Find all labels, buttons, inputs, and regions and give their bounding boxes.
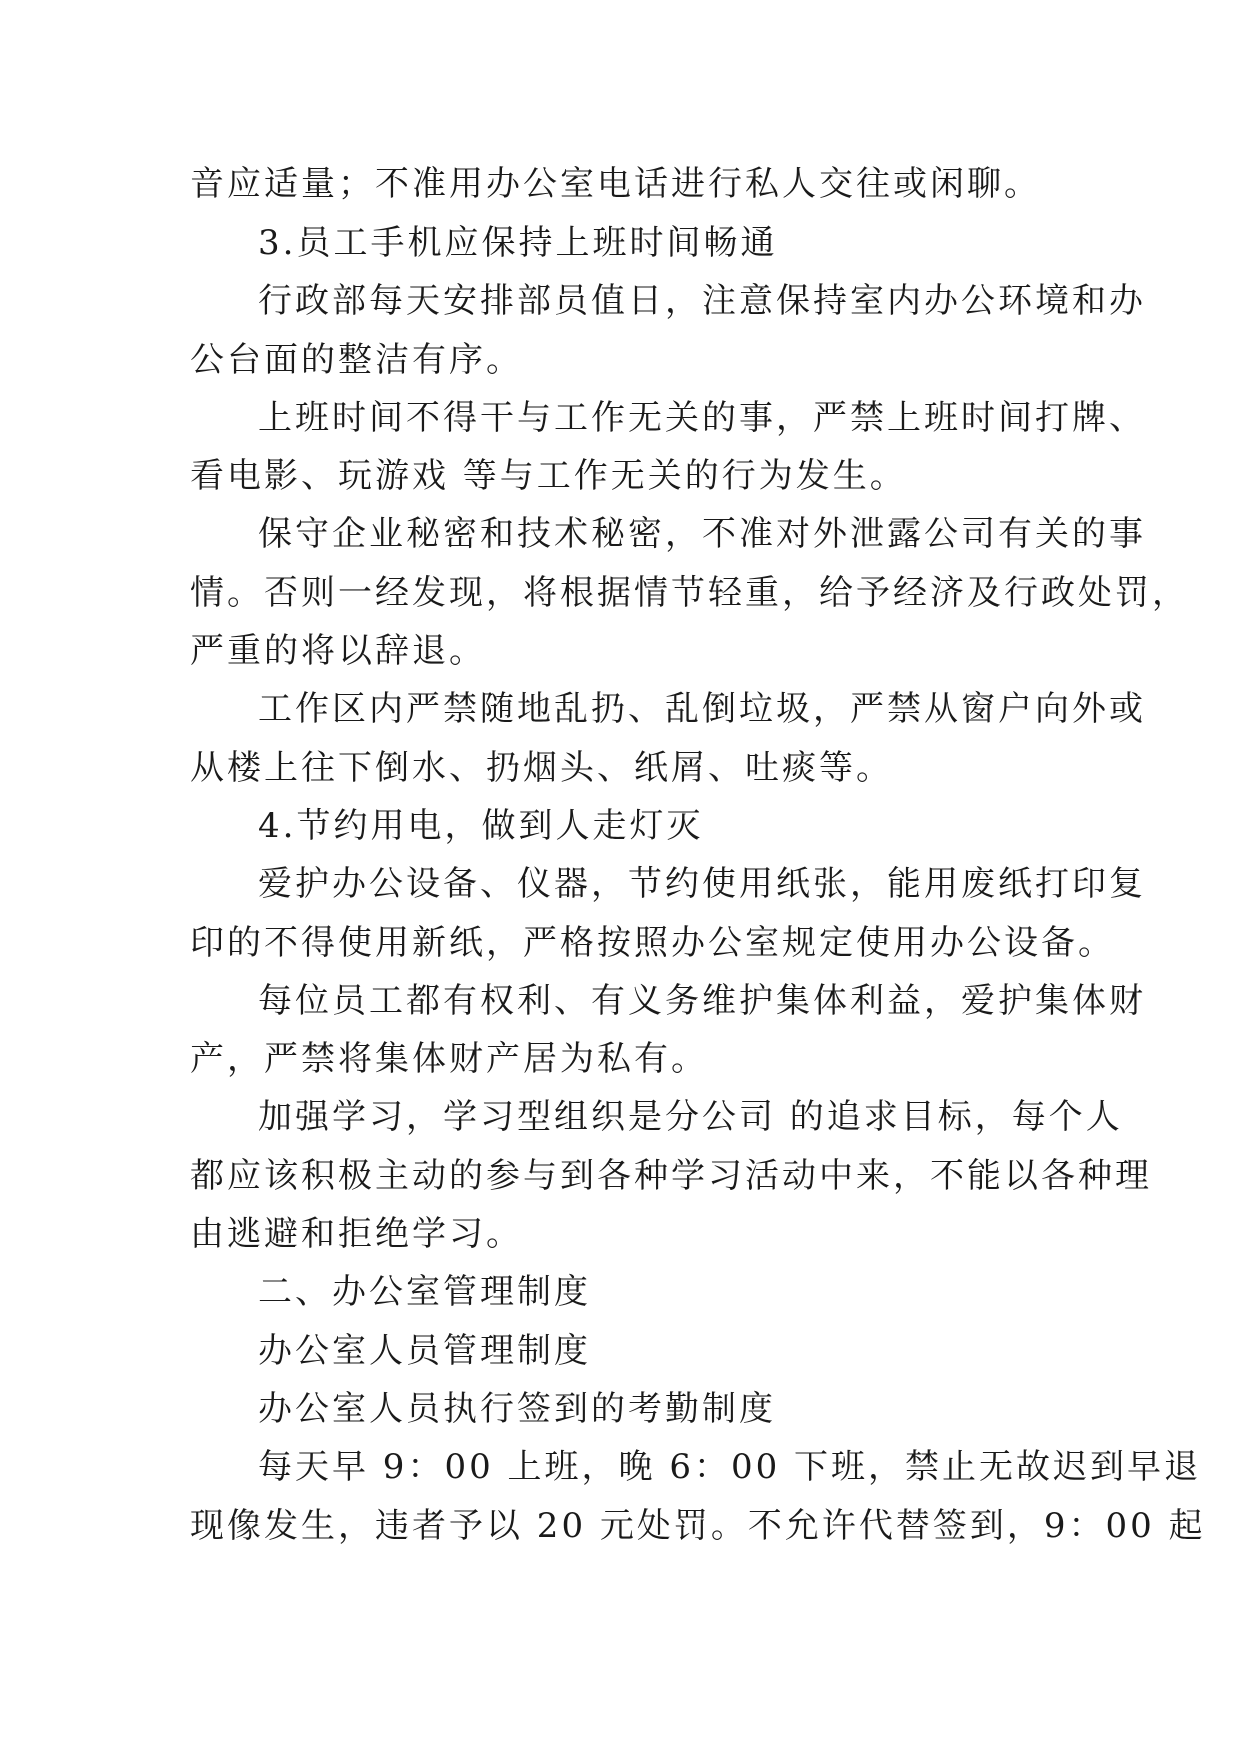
text-line: 爱护办公设备、仪器，节约使用纸张，能用废纸打印复 [258,864,1146,904]
text-line: 看电影、玩游戏 等与工作无关的行为发生。 [190,456,907,496]
text-line: 情。否则一经发现，将根据情节轻重，给予经济及行政处罚， [190,573,1189,613]
text-line: 音应适量；不准用办公室电话进行私人交往或闲聊。 [190,164,1041,204]
text-line: 现像发生，违者予以 20 元处罚。不允许代替签到，9：00 起 [190,1506,1206,1546]
text-line: 加强学习，学习型组织是分公司 的追求目标，每个人 [258,1097,1123,1137]
text-line: 上班时间不得干与工作无关的事，严禁上班时间打牌、 [258,398,1146,438]
text-line: 由逃避和拒绝学习。 [190,1214,523,1254]
text-line: 每天早 9：00 上班，晚 6：00 下班，禁止无故迟到早退 [258,1447,1202,1487]
text-line: 4.节约用电，做到人走灯灭 [258,806,704,846]
text-line: 公台面的整洁有序。 [190,340,523,380]
subsection-heading: 办公室人员管理制度 [258,1331,591,1371]
text-line: 保守企业秘密和技术秘密，不准对外泄露公司有关的事 [258,514,1146,554]
text-line: 都应该积极主动的参与到各种学习活动中来，不能以各种理 [190,1156,1152,1196]
text-line: 工作区内严禁随地乱扔、乱倒垃圾，严禁从窗户向外或 [258,689,1146,729]
text-line: 行政部每天安排部员值日，注意保持室内办公环境和办 [258,281,1146,321]
text-line: 严重的将以辞退。 [190,631,486,671]
text-line: 产，严禁将集体财产居为私有。 [190,1039,708,1079]
text-line: 办公室人员执行签到的考勤制度 [258,1389,776,1429]
text-line: 从楼上往下倒水、扔烟头、纸屑、吐痰等。 [190,748,893,788]
section-heading: 二、办公室管理制度 [258,1272,591,1312]
text-line: 3.员工手机应保持上班时间畅通 [258,223,778,263]
text-line: 每位员工都有权利、有义务维护集体利益，爱护集体财 [258,981,1146,1021]
text-line: 印的不得使用新纸，严格按照办公室规定使用办公设备。 [190,923,1115,963]
